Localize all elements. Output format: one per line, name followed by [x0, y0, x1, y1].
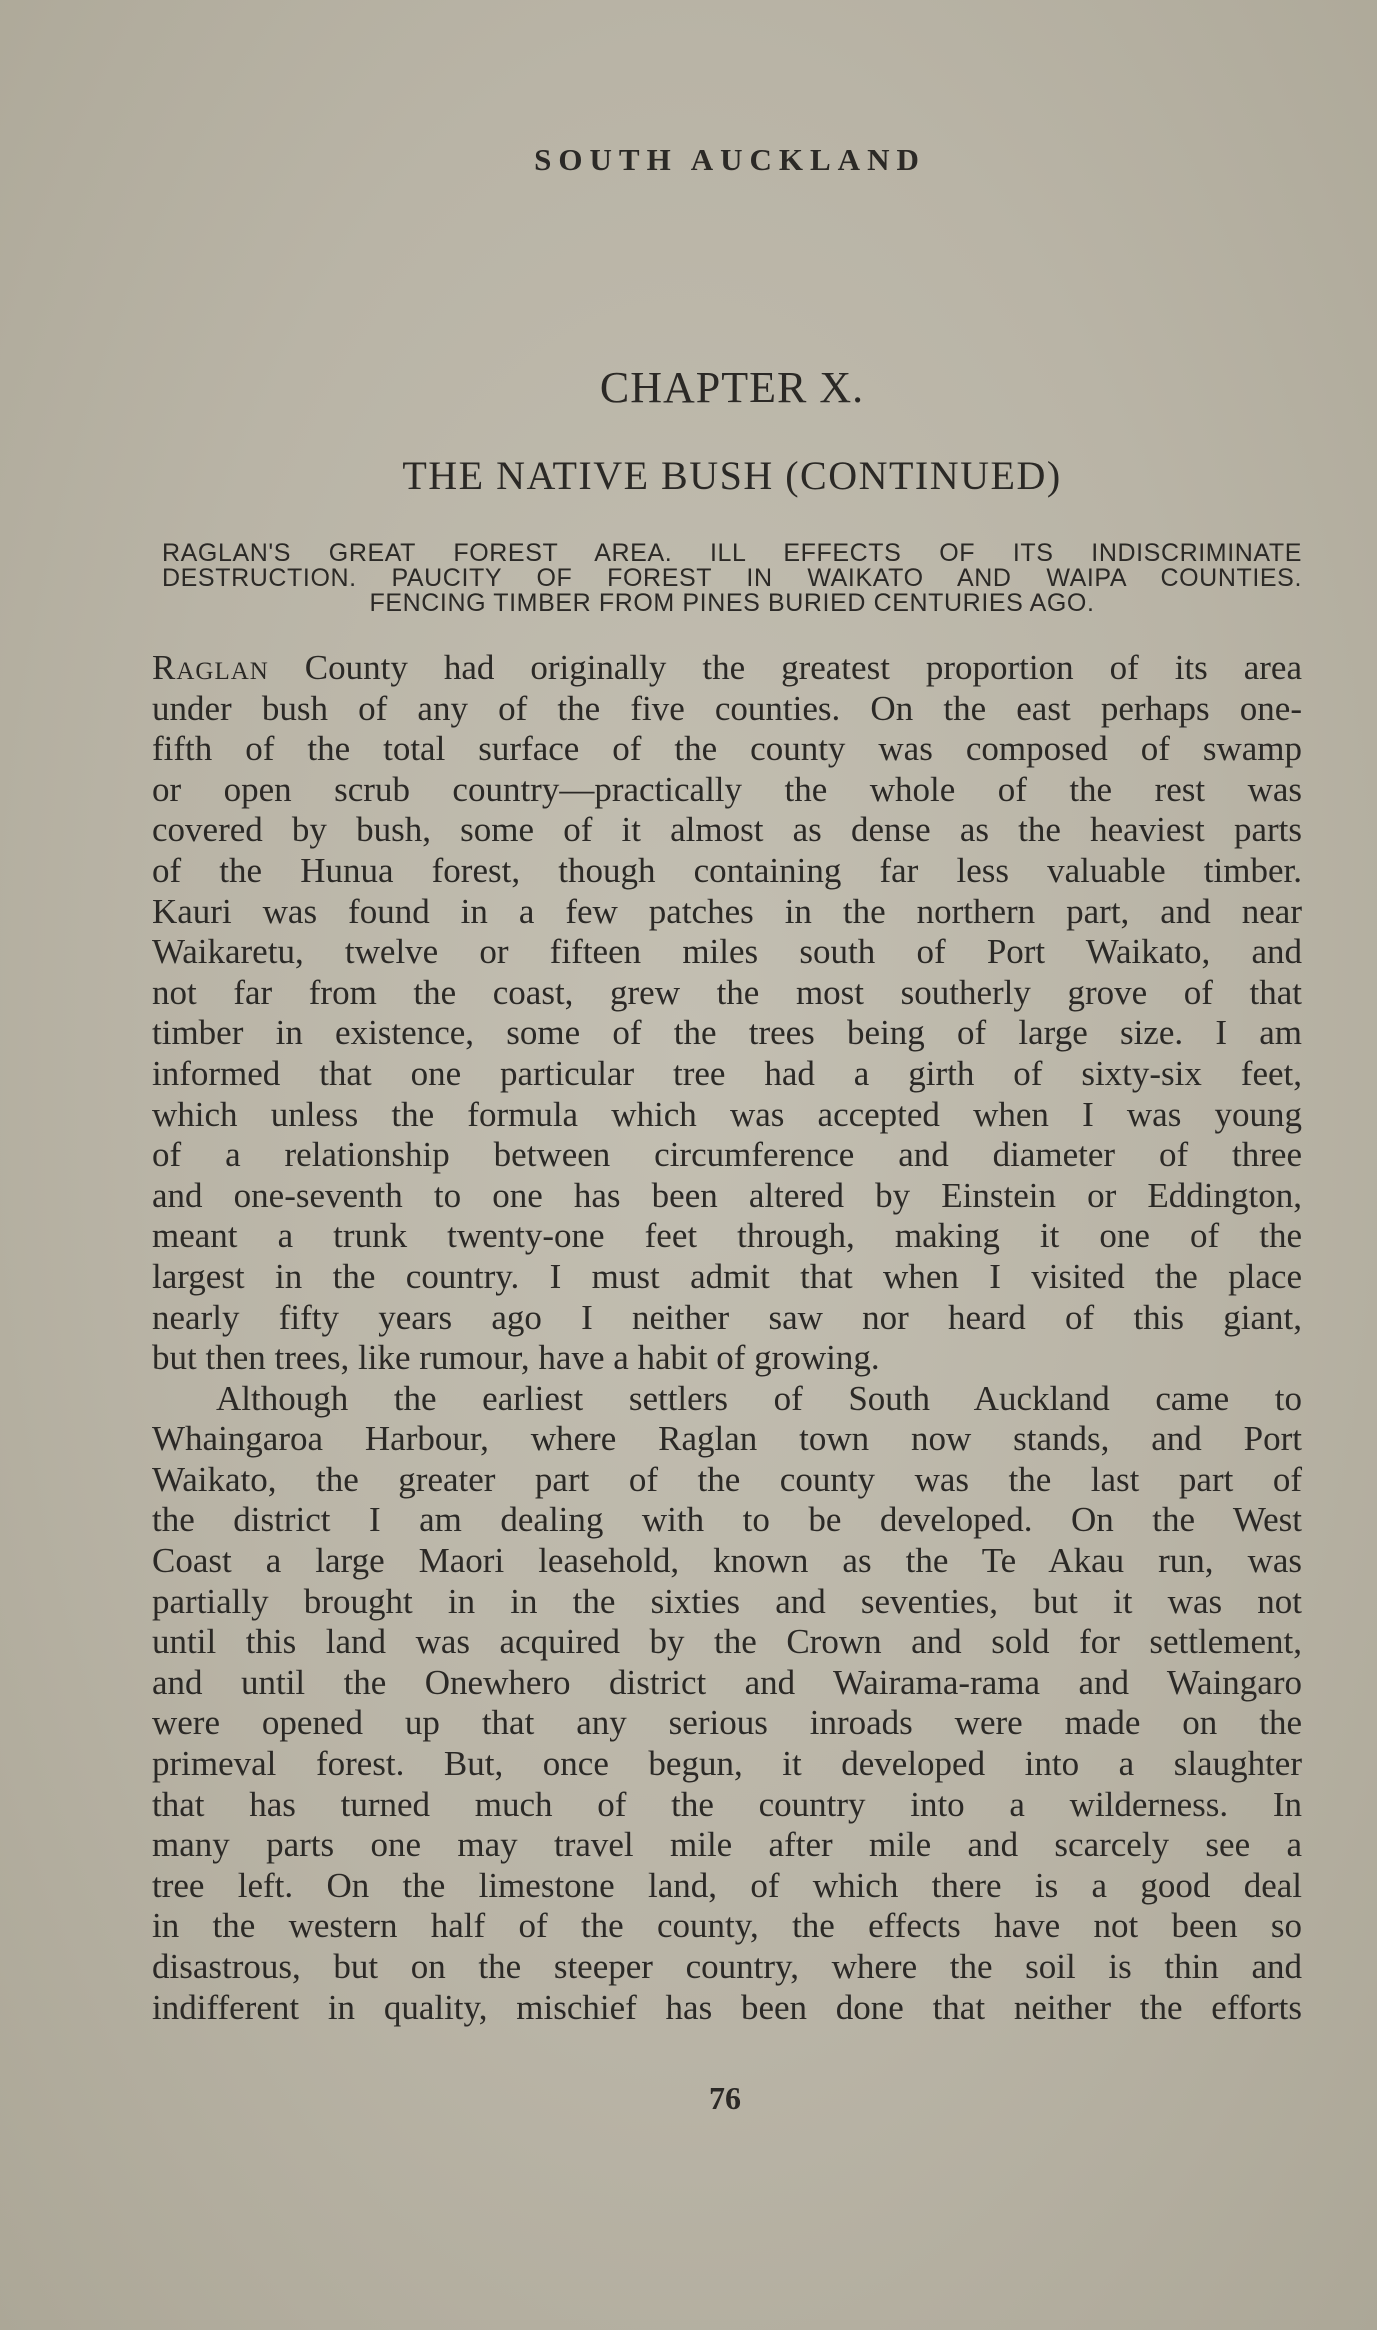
- synopsis-line: FENCING TIMBER FROM PINES BURIED CENTURIES AGO.: [369, 589, 1095, 617]
- text-line: which unless the formula which was accepted when I was young: [152, 1094, 1302, 1134]
- chapter-synopsis: [162, 541, 1302, 616]
- running-head: SOUTH AUCKLAND: [534, 142, 926, 177]
- text-line: Waikaretu, twelve or fifteen miles south of Port Waikato, and: [152, 932, 1302, 972]
- text-line: Coast a large Maori leasehold, known as the Te Akau run, was: [152, 1541, 1302, 1581]
- text-line: primeval forest. But, once begun, it developed into a slaughter: [152, 1744, 1302, 1784]
- text-line: largest in the country. I must admit that when I visited the place: [152, 1256, 1302, 1296]
- text-line: Kauri was found in a few patches in the northern part, and near: [152, 891, 1302, 931]
- text-line: partially brought in in the sixties and seventies, but it was not: [152, 1581, 1302, 1621]
- paragraph-end-line: but then trees, like rumour, have a habit of growing.: [152, 1338, 880, 1378]
- text-line: not far from the coast, grew the most southerly grove of that: [152, 972, 1302, 1012]
- text-line: fifth of the total surface of the county was composed of swamp: [152, 729, 1302, 769]
- text-line: informed that one particular tree had a girth of sixty-six feet,: [152, 1053, 1302, 1093]
- text-line: and until the Onewhero district and Wairama-rama and Waingaro: [152, 1662, 1302, 1702]
- paragraph-start-line: Although the earliest settlers of South Auckland came to: [216, 1378, 1302, 1418]
- text-line: Whaingaroa Harbour, where Raglan town now stands, and Port: [152, 1419, 1302, 1459]
- chapter-number: CHAPTER X.: [599, 363, 865, 412]
- text-line: many parts one may travel mile after mile and scarcely see a: [152, 1825, 1302, 1865]
- page-number: 76: [709, 2080, 741, 2116]
- text-line: covered by bush, some of it almost as dense as the heaviest parts: [152, 810, 1302, 850]
- text-line: were opened up that any serious inroads were made on the: [152, 1703, 1302, 1743]
- text-line: Waikato, the greater part of the county was the last part of: [152, 1459, 1302, 1499]
- text-line: meant a trunk twenty-one feet through, making it one of the: [152, 1216, 1302, 1256]
- text-line: in the western half of the county, the effects have not been so: [152, 1906, 1302, 1946]
- synopsis-line: DESTRUCTION. PAUCITY OF FOREST IN WAIKATO AND WAIPA COUNTIES.: [162, 564, 1302, 592]
- text-line: nearly fifty years ago I neither saw nor heard of this giant,: [152, 1297, 1302, 1337]
- text-line: disastrous, but on the steeper country, where the soil is thin and: [152, 1947, 1302, 1986]
- text-line: timber in existence, some of the trees being of large size. I am: [152, 1013, 1302, 1053]
- chapter-title: THE NATIVE BUSH (CONTINUED): [402, 453, 1062, 498]
- text-line: Raglan County had originally the greatest proportion of its area: [152, 648, 1302, 687]
- text-line: that has turned much of the country into a wilderness. In: [152, 1784, 1302, 1824]
- body-text: [152, 648, 1302, 2028]
- text-line: of a relationship between circumference and diameter of three: [152, 1135, 1302, 1175]
- text-line: of the Hunua forest, though containing far less valuable timber.: [152, 850, 1302, 890]
- text-line: and one-seventh to one has been altered by Einstein or Eddington,: [152, 1175, 1302, 1215]
- text-line: or open scrub country—practically the whole of the rest was: [152, 769, 1302, 809]
- text-line: until this land was acquired by the Crown and sold for settlement,: [152, 1622, 1302, 1662]
- text-line: the district I am dealing with to be developed. On the West: [152, 1500, 1302, 1540]
- text-line: under bush of any of the five counties. On the east perhaps one-: [152, 688, 1302, 728]
- text-line: tree left. On the limestone land, of which there is a good deal: [152, 1865, 1302, 1905]
- opening-word: Raglan: [152, 648, 269, 687]
- text-line: indifferent in quality, mischief has been done that neither the efforts: [152, 1987, 1302, 2027]
- synopsis-line: RAGLAN'S GREAT FOREST AREA. ILL EFFECTS OF ITS INDISCRIMINATE: [162, 539, 1302, 567]
